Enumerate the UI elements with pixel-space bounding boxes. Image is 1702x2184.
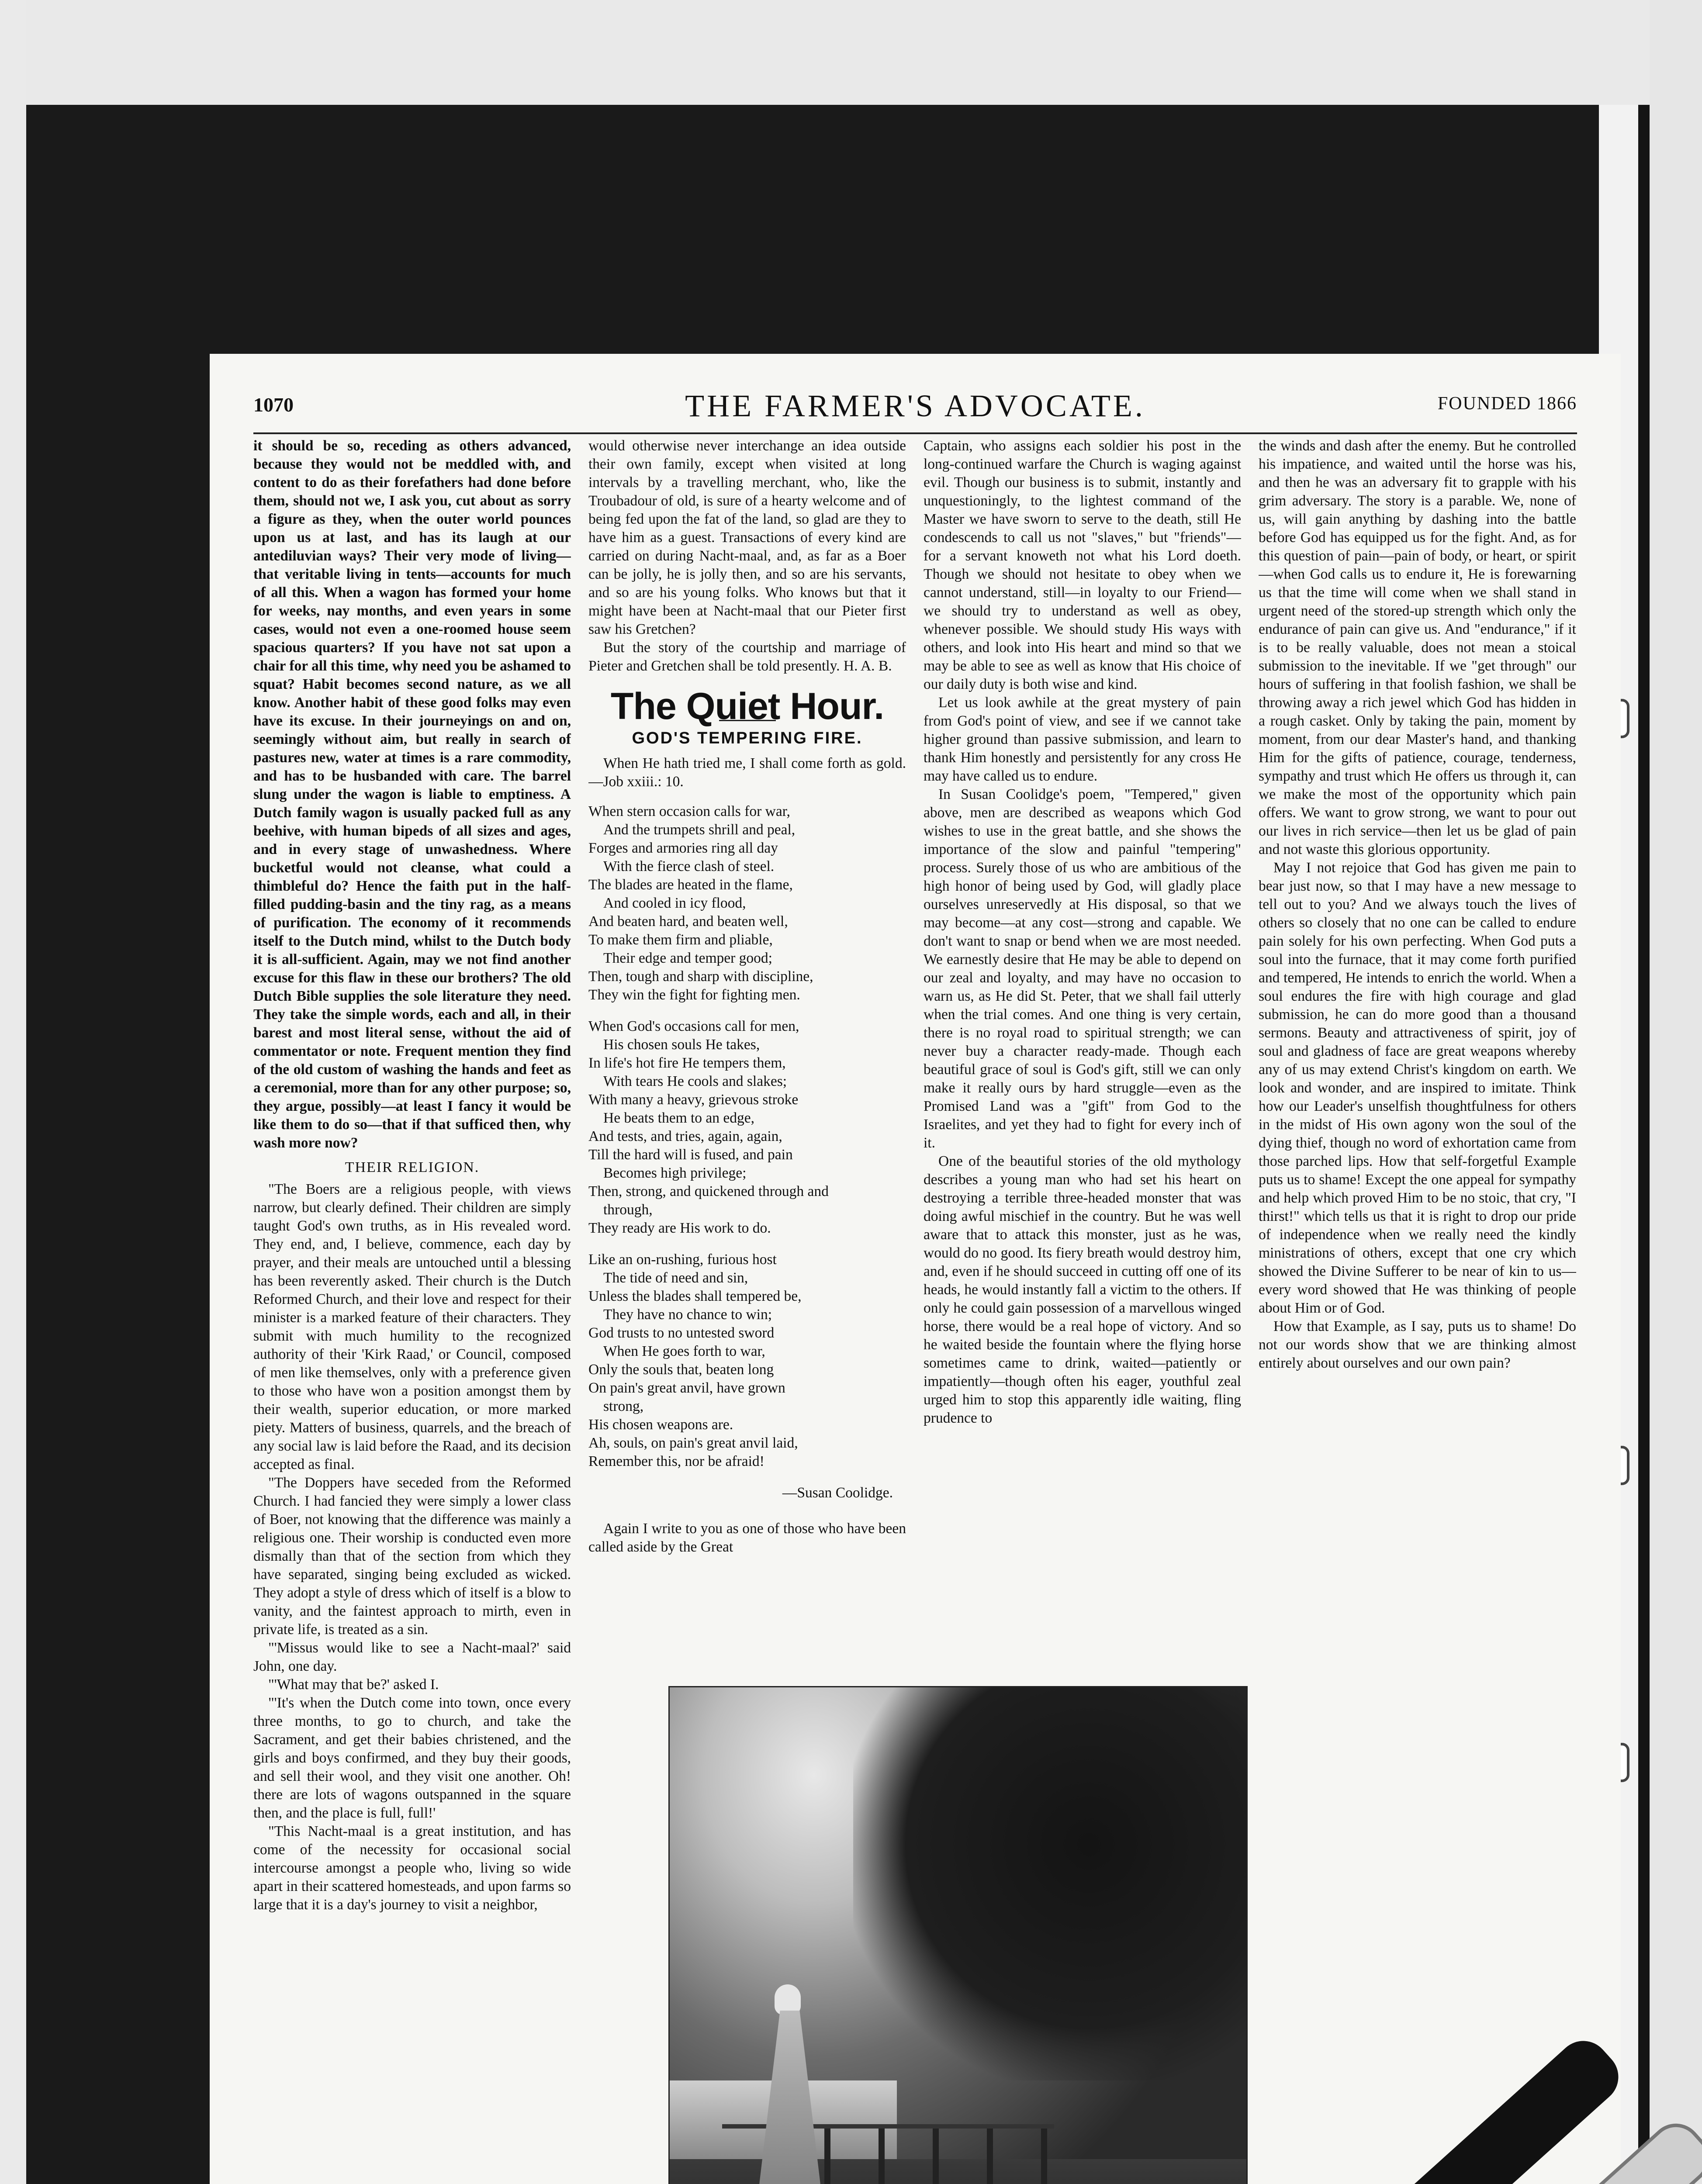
poem-line: Like an on-rushing, furious host [588,1251,777,1268]
poem-line: Only the souls that, beaten long [588,1362,774,1378]
poem-line: And the trumpets shrill and peal, [603,822,796,838]
poem-line: Becomes high privilege; [603,1165,747,1181]
poem-line: When stern occasion calls for war, [588,803,790,819]
quiet-hour-title: The Quiet Hour. [610,685,884,727]
column-3 [924,437,1241,1555]
poem-line: When God's occasions call for men, [588,1018,799,1034]
poem-line: And tests, and tries, again, again, [588,1128,782,1144]
paragraph: "'It's when the Dutch come into town, once every three months, to go to church, and take the Sacrament, and get their babies christened, and the girls and boys confirmed, and they buy their goods, and sell their wool, and they visit one another. Oh! there are lots of wagons outspanned in the square then, and the place is full, full!' [253,1695,571,1821]
paragraph: In Susan Coolidge's poem, "Tempered," given above, men are described as weapons which God wishes to use in the great battle, and she shows the importance of the slow and painful "tempering" process. Surely those of us who are ambitious of the high honor of being used by God, will gladly place ourselves unreservedly at His disposal, so that we may become—at any cost—strong and capable. We don't want to snap or bend when we are most needed. We earnestly desire that He may be able to depend on our zeal and loyalty, and may have no occasion to warn us, as He did St. Peter, that we shall fail utterly when the trial comes. And one thing is very certain, there is no royal road to spiritual strength; we can never buy a character ready-made. Though each beautiful grace of soul is God's gift, still we can only make it really ours by hard struggle—even as the Promised Land was a "gift" from God to the Israelites, and yet they had to fight for every inch of it. [924,786,1241,1151]
poem-title: GOD'S TEMPERING FIRE. [632,729,863,747]
photo-waiting-for-cows [668,1686,1248,2184]
poem-line: The blades are heated in the flame, [588,877,793,893]
paragraph: One of the beautiful stories of the old mythology describes a young man who had set his heart on destroying a terrible three-headed monster that was doing awful mischief in the country. But he was well aware that to attack this monster, just as he was, would do no good. Its fiery breath would destroy him, and, even if he should succeed in cutting off one of its heads, he would instantly fall a victim to the others. If only he could gain possession of a marvellous winged horse, there would be a real hope of victory. And so he waited beside the fountain where the flying horse sometimes came to drink, waited—patiently or impatiently—though often his eager, youthful zeal urged him to stop this apparently idle waiting, fling prudence to [924,1153,1241,1426]
poem-line: Remember this, nor be afraid! [588,1453,765,1469]
section-heading-religion: THEIR RELIGION. [345,1159,480,1175]
poem-line: They ready are His work to do. [588,1220,771,1236]
scan-border-top [0,0,1702,105]
poem-line: His chosen souls He takes, [603,1037,760,1053]
paragraph: May I not rejoice that God has given me pain to bear just now, so that I may have a new message to tell out to you? And we always touch the lives of others so closely that no one can be called to endure pain solely for his own perfecting. When God puts a soul into the furnace, that it may come forth purified and tempered, He intends to enrich the world. When a soul endures the fire with high courage and glad submission, he can do more good than a thousand sermons. Beauty and attractiveness of spirit, joy of soul and gladness of face are great weapons whereby any of us may extend Christ's kingdom on earth. We look and wonder, and are inspired to imitate. Think how our Leader's unselfish thoughtfulness for others in the midst of His own agony won the soul of the dying thief, though no word of exhortation came from those parched lips. How that self-forgetful Example puts us to shame! Except the one appeal for sympathy and help which proved Him to be no stoic, that cry, "I thirst!" which tells us that it is right to drop our pride of independence when we really need the kindly ministrations of others, except that one cry which showed the Divine Sufferer to be near of kin to us—every word showed that He was thinking of people about Him or of God. [1259,860,1576,1316]
poem-author: —Susan Coolidge. [782,1485,893,1501]
founded-year: FOUNDED 1866 [1437,394,1577,414]
poem-line: On pain's great anvil, have grown [588,1380,785,1396]
poem-line: They win the fight for fighting men. [588,987,800,1003]
scan-border-left [0,0,26,2184]
poem-line: Then, tough and sharp with discipline, [588,968,813,985]
paragraph: "The Doppers have seceded from the Reformed Church. I had fancied they were simply a lower class of Boer, not knowing that the difference was mainly a religious one. Their worship is conducted even more dismally than that of the section from which they have separated, singing being excluded as wicked. They adopt a style of dress which of itself is a blow to vanity, and the faintest approach to mirth, even in private life, is treated as a sin. [253,1475,571,1638]
poem-line: Then, strong, and quickened through and [588,1183,829,1199]
epigraph: When He hath tried me, I shall come forth as gold.—Job xxiii.: 10. [588,755,906,790]
poem-line: Forges and armories ring all day [588,840,778,856]
film-strip-edge [1638,105,1650,2184]
paragraph: "This Nacht-maal is a great institution, and has come of the necessity for occasional social intercourse amongst a people who, living so wide apart in their scattered homesteads, and upon farms so large that it is a day's journey to visit a neighbor, [253,1823,571,1913]
scan-border-right [1650,0,1702,2184]
poem-line: Unless the blades shall tempered be, [588,1288,802,1304]
page-number: 1070 [253,394,294,416]
poem-line: With the fierce clash of steel. [603,858,775,874]
poem-line: He beats them to an edge, [603,1110,755,1126]
poem-line: The tide of need and sin, [603,1270,748,1286]
column-1 [253,437,571,1957]
poem-line: They have no chance to win; [603,1306,772,1323]
poem-stanza [588,1251,906,1471]
poem-line: strong, [603,1398,644,1414]
poem-line: And beaten hard, and beaten well, [588,913,788,930]
paragraph: Captain, who assigns each soldier his post in the long-continued warfare the Church is waging against evil. Though our business is to submit, instantly and unquestioningly, to the lightest command of the Master we have sworn to serve to the death, still He condescends to call us not "slaves," but "friends"—for a servant knoweth not what his Lord doeth. Though we should not hesitate to obey when we cannot understand, still—in loyalty to our Friend—we should try to understand as well as obey, whenever possible. We should study His ways with others, and look into His heart and mind so that we may be able to see as well as know that His choice of our daily duty is both wise and kind. [924,438,1241,692]
poem-line: His chosen weapons are. [588,1417,733,1433]
paragraph: the winds and dash after the enemy. But he controlled his impatience, and waited until the horse was his, and then he was an adversary fit to grapple with his grim adversary. The story is a parable. We, none of us, will gain anything by dashing into the battle before God has equipped us for the fight. And, as for this question of pain—pain of body, or heart, or spirit—when God calls us to endure it, He is forewarning us that the time will come when we shall stand in urgent need of the stored-up strength which only the endurance of pain can give us. And "endurance," if it is to be really valuable, does not mean a stoical submission to the inevitable. If we "get through" our hours of suffering in that foolish fashion, we shall be throwing away a rich jewel which God has hidden in a rough casket. Only by taking the pain, moment by moment, from our dear Master's hand, and thanking Him for the gifts of patience, courage, tenderness, sympathy and trust which He offers us through it, can we make the most of the opportunity which pain offers. We want to grow strong, we want to pour out our lives in rich service—then let us be glad of pain and not waste this glorious opportunity. [1259,438,1576,857]
column-4 [1259,437,1576,1555]
page-header [253,384,1577,434]
poem-line: With tears He cools and slakes; [603,1073,787,1089]
poem-line: With many a heavy, grievous stroke [588,1092,799,1108]
paragraph: Again I write to you as one of those who have been called aside by the Great [588,1521,906,1555]
poem-line: God trusts to no untested sword [588,1325,775,1341]
poem-line: through, [603,1202,653,1218]
poem-line: In life's hot fire He tempers them, [588,1055,786,1071]
journal-title: THE FARMER'S ADVOCATE. [685,388,1145,423]
paragraph: it should be so, receding as others advanced, because they would not be meddled with, and content to do as their forefathers had done before them, should not we, I ask you, cut about as sorry a figure as they, when the outer world pounces upon us at last, and has its laugh at our antediluvian ways? Their very mode of living—that veritable living in tents—accounts for much of all this. When a wagon has formed your home for weeks, nay months, and even years in some cases, would not even a one-roomed house seem spacious quarters? If you have not sat upon a chair for all this time, why need you be ashamed to squat? Habit becomes second nature, as we all know. Another habit of these good folks may even have its excuse. In their journeyings on and on, seemingly without aim, but really in search of pastures new, water at times is a rare commodity, and has to be husbanded with care. The barrel slung under the wagon is liable to emptiness. A Dutch family wagon is usually packed full as any beehive, with human bipeds of all sizes and ages, and in every stage of unwashedness. Where bucketful would not cleanse, what could a thimbleful do? Hence the faith put in the half-filled pudding-basin and the tiny rag, as a means of purification. The economy of it recommends itself to the Dutch mind, whilst to the Dutch body it is all-sufficient. Again, may we not find another excuse for this flaw in these our brothers? The old Dutch Bible supplies the sole literature they need. They take the simple words, each and all, in their barest and most literal sense, without the aid of commentator or note. Frequent mention they find of the old custom of washing the hands and feet as a ceremonial, more than for any other purpose; so, they argue, possibly—at least I fancy it would be like them to do so—that if that sufficed then, why wash more now? [253,438,571,1151]
poem-line: Ah, souls, on pain's great anvil laid, [588,1435,798,1451]
paragraph: "'Missus would like to see a Nacht-maal?' said John, one day. [253,1640,571,1674]
paragraph: "'What may that be?' asked I. [268,1676,439,1693]
paragraph: But the story of the courtship and marriage of Pieter and Gretchen shall be told presently. H. A. B. [588,639,906,674]
poem-line: Till the hard will is fused, and pain [588,1147,793,1163]
poem-stanza [588,1017,906,1237]
poem-line: When He goes forth to war, [603,1343,765,1359]
photo-trees [853,1687,1246,2080]
paragraph: Let us look awhile at the great mystery of pain from God's point of view, and see if we cannot take higher ground than passive submission, and learn to thank Him honestly and persistently for any cross He may have called us to endure. [924,695,1241,784]
paragraph: How that Example, as I say, puts us to shame! Do not our words show that we are thinking almost entirely about ourselves and our own pain? [1259,1318,1576,1371]
figure-head [775,1984,801,2015]
paragraph: "The Boers are a religious people, with views narrow, but clearly defined. Their children are simply taught God's own truths, as in His revealed word. They end, and, I believe, commence, each day by prayer, and their meals are untouched until a blessing has been reverently asked. Their church is the Dutch Reformed Church, and their love and respect for their minister is a marked feature of their characters. They submit with much humility to the recognized authority of their 'Kirk Raad,' or Council, composed of men like themselves, only with a preference given to those who have won a position amongst them by their wealth, superior education, or more marked piety. Matters of business, quarrels, and the breach of any social law is laid before the Raad, and its decision accepted as final. [253,1181,571,1472]
poem-line: And cooled in icy flood, [603,895,746,911]
poem-stanza [588,802,906,1004]
paragraph: would otherwise never interchange an idea outside their own family, except when visited at long intervals by a travelling merchant, who, like the Troubadour of old, is sure of a hearty welcome and of being fed upon the fat of the land, so glad are they to have him as a guest. Transactions of every kind are carried on during Nacht-maal, and, as far as a Boer can be jolly, he is jolly then, and so are his servants, and so are his young folks. Who knows but that it might have been at Nacht-maal that our Pieter first saw his Gretchen? [588,438,906,637]
poem-line: To make them firm and pliable, [588,932,773,948]
poem-line: Their edge and temper good; [603,950,772,966]
